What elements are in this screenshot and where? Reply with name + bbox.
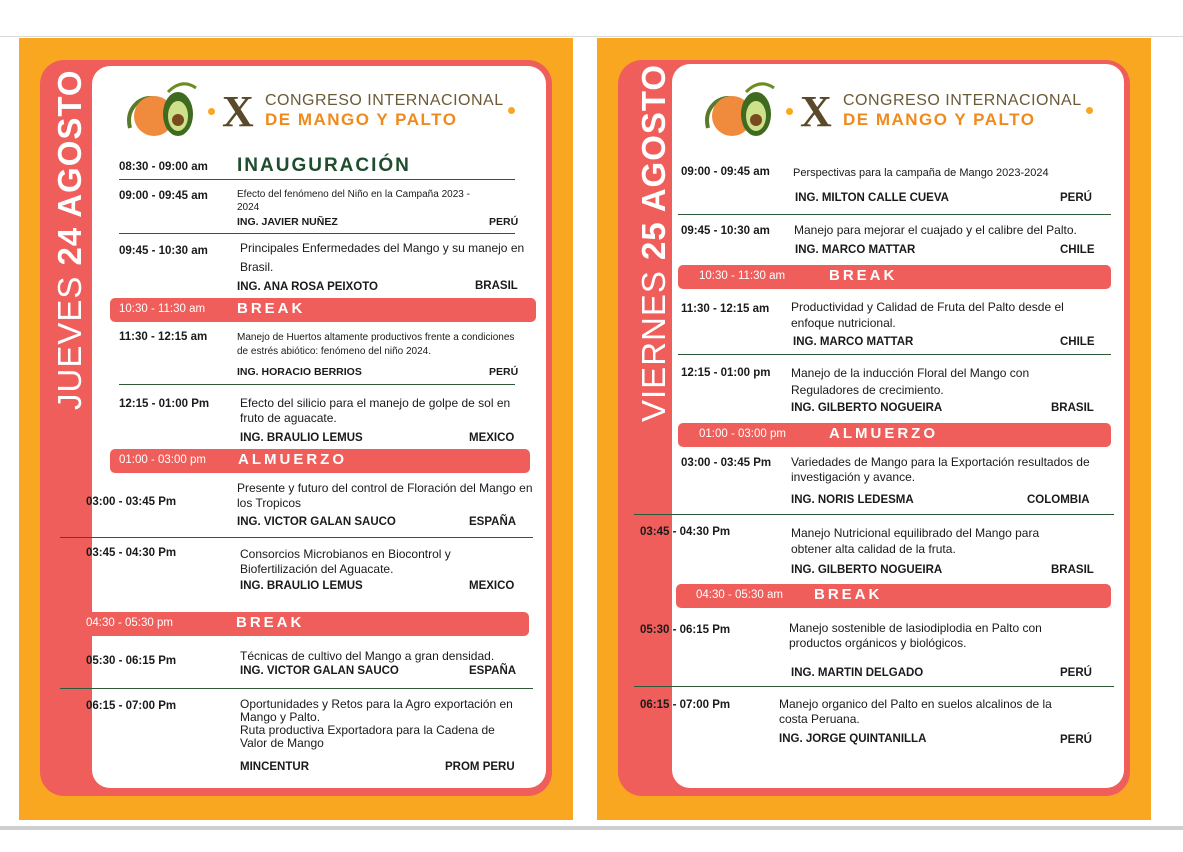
day1-session7-speaker: ING. VICTOR GALAN SAUCO: [240, 665, 399, 677]
day1-inauguration-time: 08:30 - 09:00 am: [119, 161, 208, 173]
divider: [634, 686, 1114, 687]
day2-session7-title: Manejo sostenible de lasiodiplodia en Palto con productos orgánicos y biológicos.: [789, 621, 1042, 650]
day2-session7-country: PERÚ: [1060, 667, 1092, 679]
day1-lunch-bar: [110, 449, 530, 473]
day1-session3-country: PERÚ: [489, 366, 519, 378]
day2-day: VIERNES: [635, 270, 672, 422]
top-divider: [0, 36, 1183, 37]
day1-session8-subtitle: Ruta productiva Exportadora para la Cadena de Valor de Mango: [240, 723, 495, 750]
divider: [678, 214, 1111, 215]
day1-session6-speaker: ING. BRAULIO LEMUS: [240, 580, 363, 592]
day2-lunch-label: ALMUERZO: [829, 425, 938, 442]
logo-dot-right: [508, 107, 515, 114]
day1-session6-time: 03:45 - 04:30 Pm: [86, 547, 177, 559]
day2-session8-title: Manejo organico del Palto en suelos alcalinos de la costa Peruana.: [779, 697, 1052, 726]
day2-break2-time: 04:30 - 05:30 am: [696, 589, 783, 601]
day1-date: 24 AGOSTO: [51, 69, 88, 266]
day1-session1-country: PERÚ: [489, 216, 519, 228]
day2-vertical-date: [635, 64, 673, 422]
day1-session8-country: PROM PERU: [445, 761, 515, 773]
day1-inauguration-label: INAUGURACIÓN: [237, 155, 411, 176]
day1-session1-speaker: ING. JAVIER NUÑEZ: [237, 216, 338, 228]
day2-session1-title: Perspectivas para la campaña de Mango 2023-2024: [793, 167, 1049, 179]
day1-session1-time: 09:00 - 09:45 am: [119, 190, 208, 202]
logo-dot-left: [208, 108, 215, 115]
day2-session6-country: BRASIL: [1051, 564, 1094, 576]
logo-dot-right: [1086, 107, 1093, 114]
day2-break-bar: [678, 265, 1111, 289]
logo-title-line1: CONGRESO INTERNACIONAL: [843, 92, 1082, 109]
day1-session7-title: Técnicas de cultivo del Mango a gran densidad.: [240, 649, 495, 663]
day1-lunch-time: 01:00 - 03:00 pm: [119, 454, 206, 466]
divider: [60, 537, 533, 538]
day2-session2-speaker: ING. MARCO MATTAR: [795, 244, 916, 256]
logo-title-line2: DE MANGO Y PALTO: [843, 110, 1036, 129]
day1-vertical-date: [51, 69, 89, 410]
day2-break-label: BREAK: [829, 267, 898, 284]
day1-day: JUEVES: [51, 275, 88, 410]
day2-session6-speaker: ING. GILBERTO NOGUEIRA: [791, 564, 943, 576]
day2-date: 25 AGOSTO: [635, 63, 672, 260]
day1-session3-title: Manejo de Huertos altamente productivos frente a condiciones de estrés abiótico: fenómeno del niño 2024.: [237, 332, 515, 357]
day2-session1-time: 09:00 - 09:45 am: [681, 166, 770, 178]
day2-session2-country: CHILE: [1060, 244, 1095, 256]
mango-avocado-icon: [702, 78, 782, 142]
logo-dot-left: [786, 108, 793, 115]
day1-session1-title: Efecto del fenómeno del Niño en la Campaña 2023 - 2024: [237, 189, 470, 213]
day1-session4-speaker: ING. BRAULIO LEMUS: [240, 432, 363, 444]
day1-session4-time: 12:15 - 01:00 Pm: [119, 398, 210, 410]
day2-lunch-bar: [678, 423, 1111, 447]
day2-session4-title: Manejo de la inducción Floral del Mango con Reguladores de crecimiento.: [791, 366, 1030, 397]
day2-session4-time: 12:15 - 01:00 pm: [681, 367, 771, 379]
day2-session8-time: 06:15 - 07:00 Pm: [640, 699, 731, 711]
day2-break2-label: BREAK: [814, 586, 883, 603]
day2-session3-country: CHILE: [1060, 336, 1095, 348]
day2-session7-speaker: ING. MARTIN DELGADO: [791, 667, 924, 679]
day1-session2-title: Principales Enfermedades del Mango y su manejo en Brasil.: [240, 241, 525, 274]
day2-session8-speaker: ING. JORGE QUINTANILLA: [779, 733, 927, 745]
logo-title-line1: CONGRESO INTERNACIONAL: [265, 92, 504, 109]
day1-break-time: 10:30 - 11:30 am: [119, 303, 206, 315]
logo-title-line2: DE MANGO Y PALTO: [265, 110, 458, 129]
divider: [60, 688, 533, 689]
day1-break2-label: BREAK: [236, 614, 305, 631]
day1-session6-country: MEXICO: [469, 580, 515, 592]
day1-session7-time: 05:30 - 06:15 Pm: [86, 655, 177, 667]
day1-congress-logo: [124, 78, 524, 142]
divider: [119, 384, 515, 385]
logo-roman-numeral: X: [222, 87, 254, 136]
day2-session6-time: 03:45 - 04:30 Pm: [640, 526, 731, 538]
day1-session5-title: Presente y futuro del control de Floración del Mango en los Tropicos: [237, 481, 533, 510]
divider: [678, 354, 1111, 355]
day1-break-bar: [110, 298, 536, 322]
bottom-divider: [0, 826, 1183, 830]
day2-session7-time: 05:30 - 06:15 Pm: [640, 624, 731, 636]
day2-session3-speaker: ING. MARCO MATTAR: [793, 336, 914, 348]
day1-session2-country: BRASIL: [475, 280, 518, 292]
day2-session4-speaker: ING. GILBERTO NOGUEIRA: [791, 402, 943, 414]
day1-break-label: BREAK: [237, 300, 306, 317]
day1-session8-time: 06:15 - 07:00 Pm: [86, 700, 177, 712]
day1-session3-speaker: ING. HORACIO BERRIOS: [237, 366, 362, 378]
day2-session5-country: COLOMBIA: [1027, 494, 1090, 506]
logo-roman-numeral: X: [800, 87, 832, 136]
divider: [119, 233, 515, 234]
day2-lunch-time: 01:00 - 03:00 pm: [699, 428, 786, 440]
day2-session6-title: Manejo Nutricional equilibrado del Mango para obtener alta calidad de la fruta.: [791, 526, 1040, 556]
day2-session3-title: Productividad y Calidad de Fruta del Palto desde el enfoque nutricional.: [791, 300, 1064, 330]
day2-session5-title: Variedades de Mango para la Exportación resultados de investigación y avance.: [791, 455, 1090, 484]
divider: [634, 514, 1114, 515]
day2-break2-bar: [676, 584, 1111, 608]
day2-session5-speaker: ING. NORIS LEDESMA: [791, 494, 914, 506]
day2-session1-country: PERÚ: [1060, 192, 1092, 204]
day1-session4-country: MEXICO: [469, 432, 515, 444]
day2-session2-time: 09:45 - 10:30 am: [681, 225, 770, 237]
day2-break-time: 10:30 - 11:30 am: [699, 270, 786, 282]
day1-session2-time: 09:45 - 10:30 am: [119, 245, 208, 257]
day1-session5-time: 03:00 - 03:45 Pm: [86, 496, 177, 508]
day1-session6-title: Consorcios Microbianos en Biocontrol y Biofertilización del Aguacate.: [240, 547, 451, 576]
day2-session8-country: PERÚ: [1060, 734, 1092, 746]
day2-session2-title: Manejo para mejorar el cuajado y el calibre del Palto.: [794, 223, 1077, 237]
day1-session3-time: 11:30 - 12:15 am: [119, 331, 208, 343]
day1-lunch-label: ALMUERZO: [238, 451, 347, 468]
day2-session5-time: 03:00 - 03:45 Pm: [681, 457, 772, 469]
day1-session7-country: ESPAÑA: [469, 665, 517, 677]
mango-avocado-icon: [124, 78, 204, 142]
day1-session5-country: ESPAÑA: [469, 516, 517, 528]
day2-session1-speaker: ING. MILTON CALLE CUEVA: [795, 192, 949, 204]
day1-session2-speaker: ING. ANA ROSA PEIXOTO: [237, 281, 378, 293]
day1-session5-speaker: ING. VICTOR GALAN SAUCO: [237, 516, 396, 528]
day1-session8-speaker: MINCENTUR: [240, 761, 309, 773]
day2-session3-time: 11:30 - 12:15 am: [681, 303, 770, 315]
day1-break2-bar: [61, 612, 529, 636]
day1-session8-title: Oportunidades y Retos para la Agro exportación en Mango y Palto.: [240, 697, 513, 724]
divider: [119, 179, 515, 180]
day2-session4-country: BRASIL: [1051, 402, 1094, 414]
day2-congress-logo: [702, 78, 1102, 142]
day1-session4-title: Efecto del silicio para el manejo de golpe de sol en fruto de aguacate.: [240, 396, 511, 425]
day1-break2-time: 04:30 - 05:30 pm: [86, 617, 173, 629]
